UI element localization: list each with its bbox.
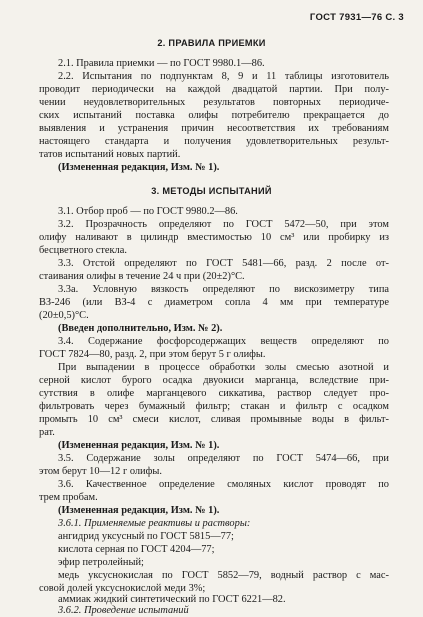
paragraph-line: проводит периодически на каждой двадцатой партии. При полу-: [39, 84, 389, 95]
paragraph-line: 2.1. Правила приемки — по ГОСТ 9980.1—86.: [58, 58, 265, 69]
list-item: аммиак жидкий синтетический по ГОСТ 6221—82.: [58, 594, 286, 605]
list-item: ангидрид уксусный по ГОСТ 5815—77;: [58, 531, 234, 542]
page-header: ГОСТ 7931—76 С. 3: [309, 12, 404, 23]
paragraph-line: чении неудовлетворительных результатов повторных периодиче-: [39, 97, 389, 108]
subsection-heading: 3.6.2. Проведение испытаний: [58, 605, 189, 616]
paragraph-line: 3.5. Содержание золы определяют по ГОСТ 5474—66, при: [58, 453, 389, 464]
paragraph-line: 3.1. Отбор проб — по ГОСТ 9980.2—86.: [58, 206, 238, 217]
paragraph-line: (20±0,5)°С.: [39, 310, 89, 321]
list-item: кислота серная по ГОСТ 4204—77;: [58, 544, 215, 555]
paragraph-line: серной кислот бурого осадка двуокиси марганца, вследствие при-: [39, 375, 389, 386]
paragraph-line: промыть 10 см³ смеси кислот, сливая промывные воды в фильт-: [39, 414, 389, 425]
list-item: медь уксуснокислая по ГОСТ 5852—79, водный раствор с мас-: [58, 570, 389, 581]
amendment-note: (Введен дополнительно, Изм. № 2).: [58, 323, 223, 334]
paragraph-line: 3.6. Качественное определение смоляных кислот проводят по: [58, 479, 389, 490]
amendment-note: (Измененная редакция, Изм. № 1).: [58, 162, 220, 173]
paragraph-line: выявления и устранения причин несоответствия их требованиям: [39, 123, 389, 134]
paragraph-line: настоящего стандарта и получения удовлетворительных результ-: [39, 136, 389, 147]
section-3-title: 3. МЕТОДЫ ИСПЫТАНИЙ: [151, 186, 272, 196]
paragraph-line: рат.: [39, 427, 55, 438]
paragraph-line: стаивания олифы в течение 24 ч при (20±2)°С.: [39, 271, 245, 282]
paragraph-line: 3.4. Содержание фосфорсодержащих веществ определяют по: [58, 336, 389, 347]
amendment-note: (Измененная редакция, Изм. № 1).: [58, 505, 220, 516]
subsection-heading: 3.6.1. Применяемые реактивы и растворы:: [58, 518, 251, 529]
paragraph-line: сутствия в олифе марганцевого сиккатива, раствор следует про-: [39, 388, 389, 399]
amendment-note: (Измененная редакция, Изм. № 1).: [58, 440, 220, 451]
paragraph-line: бесцветного стекла.: [39, 245, 127, 256]
paragraph-line: трем пробам.: [39, 492, 98, 503]
paragraph-line: 3.3. Отстой определяют по ГОСТ 5481—66, разд. 2 после от-: [58, 258, 389, 269]
section-2-title: 2. ПРАВИЛА ПРИЕМКИ: [157, 38, 266, 48]
paragraph-line: татов испытаний новых партий.: [39, 149, 181, 160]
paragraph-line: этом берут 10—12 г олифы.: [39, 466, 162, 477]
paragraph-line: совой долей уксуснокислой меди 3%;: [39, 583, 206, 594]
paragraph-line: 3.3а. Условную вязкость определяют по вискозиметру типа: [58, 284, 389, 295]
list-item: эфир петролейный;: [58, 557, 144, 568]
paragraph-line: ВЗ-246 (или ВЗ-4 с диаметром сопла 4 мм при температуре: [39, 297, 389, 308]
paragraph-line: олифу наливают в цилиндр вместимостью 10 см³ или пробирку из: [39, 232, 389, 243]
paragraph-line: 3.2. Прозрачность определяют по ГОСТ 5472—50, при этом: [58, 219, 389, 230]
paragraph-line: 2.2. Испытания по подпунктам 8, 9 и 11 таблицы изготовитель: [58, 71, 389, 82]
paragraph-line: ских испытаний поставка олифы потребителю прекращается до: [39, 110, 389, 121]
paragraph-line: фильтровать через бумажный фильтр; стакан и фильтр с осадком: [39, 401, 389, 412]
paragraph-line: ГОСТ 7824—80, разд. 2, при этом берут 5 г олифы.: [39, 349, 266, 360]
paragraph-line: При выпадении в процессе обработки золы смесью азотной и: [58, 362, 389, 373]
